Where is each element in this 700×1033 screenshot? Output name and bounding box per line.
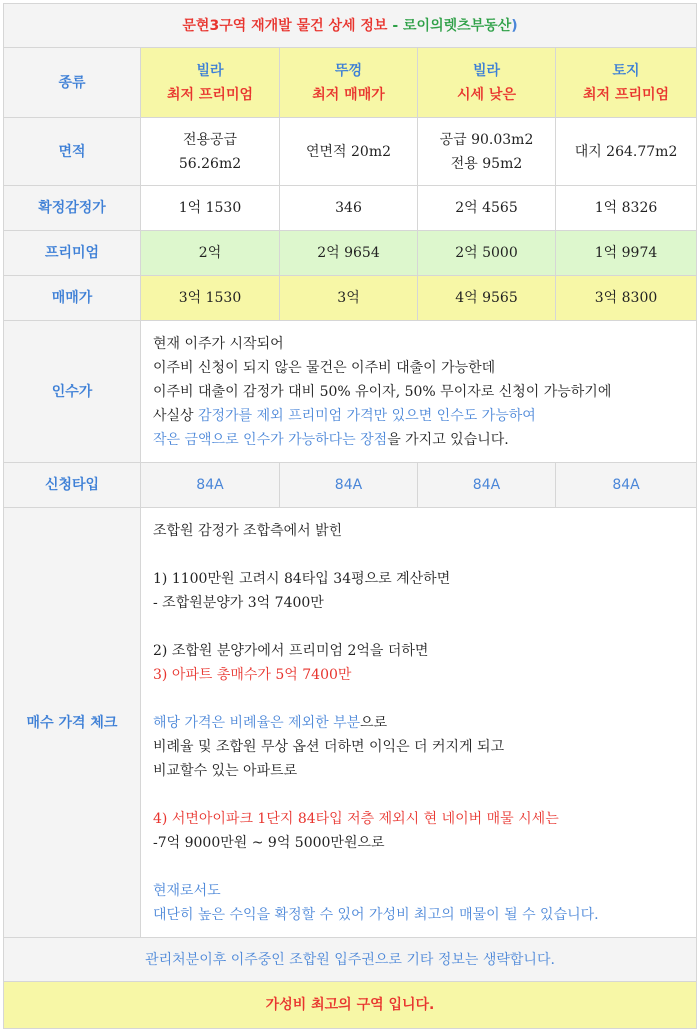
area-cell bbox=[418, 118, 556, 186]
kind-cell bbox=[280, 48, 418, 118]
price-value: 3억 bbox=[280, 276, 418, 321]
check-line-highlight: 3) 아파트 총매수가 5억 7400만 bbox=[153, 666, 352, 683]
price-label: 매매가 bbox=[4, 276, 141, 321]
area-cell bbox=[280, 118, 418, 186]
price-check-label: 매수 가격 체크 bbox=[4, 508, 141, 938]
price-value: 4억 9565 bbox=[418, 276, 556, 321]
takeover-line: 이주비 대출이 감정가 대비 50% 유이자, 50% 무이자로 신청이 가능하기에 bbox=[153, 383, 612, 400]
kind-type: 뚜껑 bbox=[334, 62, 363, 79]
check-line: 2) 조합원 분양가에서 프리미엄 2억을 더하면 bbox=[153, 642, 429, 659]
takeover-text-highlight: 감정가를 제외 프리미엄 가격만 있으면 인수도 가능하여 bbox=[198, 407, 536, 424]
check-line: 조합원 감정가 조합측에서 밝힌 bbox=[153, 522, 343, 539]
apply-type-value: 84A bbox=[141, 463, 280, 508]
price-row bbox=[4, 276, 697, 321]
apply-type-label: 신청타입 bbox=[4, 463, 141, 508]
premium-label: 프리미엄 bbox=[4, 231, 141, 276]
appraisal-value: 346 bbox=[280, 186, 418, 231]
takeover-label: 인수가 bbox=[4, 321, 141, 463]
price-check-text bbox=[141, 508, 697, 938]
kind-cell bbox=[418, 48, 556, 118]
title-sep: - bbox=[387, 17, 404, 34]
takeover-text-highlight: 작은 금액으로 인수가 가능하다는 장점 bbox=[153, 431, 388, 448]
check-line-highlight: 대단히 높은 수익을 확정할 수 있어 가성비 최고의 매물이 될 수 있습니다. bbox=[153, 906, 599, 923]
kind-type: 빌라 bbox=[196, 62, 224, 79]
kind-cell bbox=[556, 48, 697, 118]
premium-value: 1억 9974 bbox=[556, 231, 697, 276]
area-cell bbox=[141, 118, 280, 186]
premium-row bbox=[4, 231, 697, 276]
listing-detail-table bbox=[3, 3, 697, 1029]
apply-type-value: 84A bbox=[556, 463, 697, 508]
kind-tag: 최저 프리미엄 bbox=[166, 86, 254, 103]
page-title bbox=[4, 4, 697, 48]
takeover-text-plain: 을 가지고 있습니다. bbox=[387, 431, 509, 448]
appraisal-value: 1억 8326 bbox=[556, 186, 697, 231]
apply-type-row bbox=[4, 463, 697, 508]
takeover-row bbox=[4, 321, 697, 463]
footer-row bbox=[4, 982, 697, 1029]
check-line: 1) 1100만원 고려시 84타입 34평으로 계산하면 bbox=[153, 570, 451, 587]
appraisal-value: 2억 4565 bbox=[418, 186, 556, 231]
kind-tag: 시세 낮은 bbox=[457, 86, 516, 103]
area-line: 전용공급 bbox=[182, 131, 238, 148]
price-check-row bbox=[4, 508, 697, 938]
check-line-highlight: 현재로서도 bbox=[153, 882, 221, 899]
check-line: -7억 9000만원 ~ 9억 5000만원으로 bbox=[153, 834, 385, 851]
kind-cell bbox=[141, 48, 280, 118]
price-value: 3억 1530 bbox=[141, 276, 280, 321]
takeover-line bbox=[153, 404, 684, 428]
premium-value: 2억 9654 bbox=[280, 231, 418, 276]
footer-text: 가성비 최고의 구역 입니다. bbox=[4, 982, 697, 1029]
listing-detail-card bbox=[3, 3, 696, 1029]
premium-value: 2억 bbox=[141, 231, 280, 276]
area-row bbox=[4, 118, 697, 186]
area-cell bbox=[556, 118, 697, 186]
title-close: ) bbox=[511, 17, 518, 34]
note-row bbox=[4, 938, 697, 982]
check-line: 비례율 및 조합원 무상 옵션 더하면 이익은 더 커지게 되고 bbox=[153, 738, 505, 755]
area-line: 대지 264.77m2 bbox=[574, 143, 678, 160]
kind-type: 빌라 bbox=[472, 62, 501, 79]
kind-type: 토지 bbox=[612, 62, 640, 79]
check-line: 비교할수 있는 아파트로 bbox=[153, 762, 298, 779]
kind-row bbox=[4, 48, 697, 118]
area-label: 면적 bbox=[4, 118, 141, 186]
check-text-highlight: 해당 가격은 비례율은 제외한 부분 bbox=[153, 714, 361, 731]
takeover-line: 이주비 신청이 되지 않은 물건은 이주비 대출이 가능한데 bbox=[153, 359, 496, 376]
area-line: 공급 90.03m2 bbox=[439, 131, 534, 148]
kind-tag: 최저 프리미엄 bbox=[583, 86, 670, 103]
area-line: 연면적 20m2 bbox=[305, 143, 392, 160]
title-main: 문현3구역 재개발 물건 상세 정보 bbox=[182, 17, 388, 34]
takeover-text bbox=[141, 321, 697, 463]
area-line: 56.26m2 bbox=[178, 155, 242, 172]
note-text: 관리처분이후 이주중인 조합원 입주권으로 기타 정보는 생략합니다. bbox=[4, 938, 697, 982]
price-value: 3억 8300 bbox=[556, 276, 697, 321]
kind-tag: 최저 매매가 bbox=[312, 86, 385, 103]
title-row bbox=[4, 4, 697, 48]
takeover-text-plain: 사실상 bbox=[153, 407, 199, 424]
appraisal-label: 확정감정가 bbox=[4, 186, 141, 231]
takeover-line bbox=[153, 428, 684, 452]
check-text-plain: 으로 bbox=[360, 714, 388, 731]
takeover-line: 현재 이주가 시작되어 bbox=[153, 335, 284, 352]
apply-type-value: 84A bbox=[280, 463, 418, 508]
kind-label: 종류 bbox=[4, 48, 141, 118]
appraisal-value: 1억 1530 bbox=[141, 186, 280, 231]
check-line bbox=[153, 711, 684, 735]
check-line: - 조합원분양가 3억 7400만 bbox=[153, 594, 324, 611]
apply-type-value: 84A bbox=[418, 463, 556, 508]
area-line: 전용 95m2 bbox=[450, 155, 523, 172]
check-line-highlight: 4) 서면아이파크 1단지 84타입 저층 제외시 현 네이버 매물 시세는 bbox=[153, 810, 559, 827]
appraisal-row bbox=[4, 186, 697, 231]
premium-value: 2억 5000 bbox=[418, 231, 556, 276]
title-agent: 로이의렛츠부동산 bbox=[403, 17, 512, 34]
